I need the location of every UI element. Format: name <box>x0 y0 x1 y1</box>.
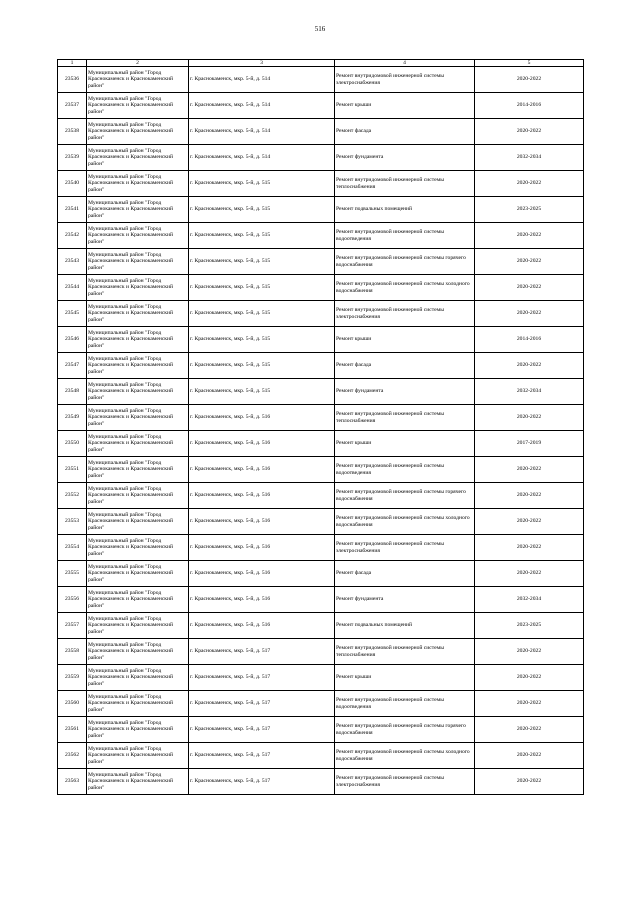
period-cell: 2020-2022 <box>475 483 584 509</box>
row-number-cell: 23555 <box>58 561 87 587</box>
address-cell: г. Краснокаменск, мкр. 5-й, д. 514 <box>189 145 335 171</box>
period-cell: 2020-2022 <box>475 509 584 535</box>
row-number-cell: 23539 <box>58 145 87 171</box>
address-cell: г. Краснокаменск, мкр. 5-й, д. 516 <box>189 457 335 483</box>
header-cell-3: 3 <box>189 60 335 67</box>
address-cell: г. Краснокаменск, мкр. 5-й, д. 515 <box>189 197 335 223</box>
municipality-cell: Муниципальный район "Город Краснокаменск и Краснокаменский район" <box>87 457 189 483</box>
capital-repair-table <box>57 59 584 795</box>
work-type-cell: Ремонт внутридомовой инженерной системы холодного водоснабжения <box>335 275 475 301</box>
address-cell: г. Краснокаменск, мкр. 5-й, д. 514 <box>189 119 335 145</box>
table-row <box>58 145 584 171</box>
table-row <box>58 769 584 795</box>
period-cell: 2020-2022 <box>475 353 584 379</box>
address-cell: г. Краснокаменск, мкр. 5-й, д. 516 <box>189 587 335 613</box>
municipality-cell: Муниципальный район "Город Краснокаменск и Краснокаменский район" <box>87 717 189 743</box>
table-row <box>58 613 584 639</box>
table-row <box>58 275 584 301</box>
address-cell: г. Краснокаменск, мкр. 5-й, д. 515 <box>189 249 335 275</box>
work-type-cell: Ремонт внутридомовой инженерной системы холодного водоснабжения <box>335 743 475 769</box>
period-cell: 2020-2022 <box>475 717 584 743</box>
address-cell: г. Краснокаменск, мкр. 5-й, д. 516 <box>189 405 335 431</box>
table-header <box>58 60 584 67</box>
address-cell: г. Краснокаменск, мкр. 5-й, д. 516 <box>189 535 335 561</box>
table-row <box>58 379 584 405</box>
period-cell: 2020-2022 <box>475 67 584 93</box>
address-cell: г. Краснокаменск, мкр. 5-й, д. 515 <box>189 223 335 249</box>
row-number-cell: 23546 <box>58 327 87 353</box>
work-type-cell: Ремонт фундамента <box>335 379 475 405</box>
page-number: 516 <box>314 25 326 33</box>
work-type-cell: Ремонт внутридомовой инженерной системы теплоснабжения <box>335 405 475 431</box>
row-number-cell: 23558 <box>58 639 87 665</box>
work-type-cell: Ремонт внутридомовой инженерной системы горячего водоснабжения <box>335 249 475 275</box>
period-cell: 2020-2022 <box>475 457 584 483</box>
work-type-cell: Ремонт внутридомовой инженерной системы электроснабжения <box>335 67 475 93</box>
table-row <box>58 301 584 327</box>
municipality-cell: Муниципальный район "Город Краснокаменск и Краснокаменский район" <box>87 509 189 535</box>
table-row <box>58 691 584 717</box>
address-cell: г. Краснокаменск, мкр. 5-й, д. 517 <box>189 743 335 769</box>
period-cell: 2023-2025 <box>475 197 584 223</box>
work-type-cell: Ремонт фундамента <box>335 145 475 171</box>
row-number-cell: 23557 <box>58 613 87 639</box>
header-cell-1: 1 <box>58 60 87 67</box>
table-row <box>58 119 584 145</box>
municipality-cell: Муниципальный район "Город Краснокаменск и Краснокаменский район" <box>87 353 189 379</box>
row-number-cell: 23548 <box>58 379 87 405</box>
period-cell: 2032-2034 <box>475 145 584 171</box>
municipality-cell: Муниципальный район "Город Краснокаменск и Краснокаменский район" <box>87 119 189 145</box>
work-type-cell: Ремонт фасада <box>335 353 475 379</box>
municipality-cell: Муниципальный район "Город Краснокаменск и Краснокаменский район" <box>87 301 189 327</box>
period-cell: 2020-2022 <box>475 249 584 275</box>
municipality-cell: Муниципальный район "Город Краснокаменск и Краснокаменский район" <box>87 587 189 613</box>
period-cell: 2014-2016 <box>475 93 584 119</box>
address-cell: г. Краснокаменск, мкр. 5-й, д. 515 <box>189 379 335 405</box>
table-row <box>58 587 584 613</box>
period-cell: 2020-2022 <box>475 275 584 301</box>
period-cell: 2032-2034 <box>475 587 584 613</box>
row-number-cell: 23541 <box>58 197 87 223</box>
row-number-cell: 23551 <box>58 457 87 483</box>
header-cell-5: 5 <box>475 60 584 67</box>
period-cell: 2020-2022 <box>475 119 584 145</box>
work-type-cell: Ремонт крыши <box>335 327 475 353</box>
municipality-cell: Муниципальный район "Город Краснокаменск и Краснокаменский район" <box>87 197 189 223</box>
row-number-cell: 23542 <box>58 223 87 249</box>
work-type-cell: Ремонт подвальных помещений <box>335 197 475 223</box>
address-cell: г. Краснокаменск, мкр. 5-й, д. 517 <box>189 639 335 665</box>
work-type-cell: Ремонт крыши <box>335 431 475 457</box>
row-number-cell: 23536 <box>58 67 87 93</box>
period-cell: 2014-2016 <box>475 327 584 353</box>
address-cell: г. Краснокаменск, мкр. 5-й, д. 514 <box>189 93 335 119</box>
address-cell: г. Краснокаменск, мкр. 5-й, д. 517 <box>189 717 335 743</box>
row-number-cell: 23556 <box>58 587 87 613</box>
address-cell: г. Краснокаменск, мкр. 5-й, д. 515 <box>189 171 335 197</box>
work-type-cell: Ремонт внутридомовой инженерной системы электроснабжения <box>335 301 475 327</box>
row-number-cell: 23537 <box>58 93 87 119</box>
table-row <box>58 743 584 769</box>
period-cell: 2023-2025 <box>475 613 584 639</box>
table-row <box>58 353 584 379</box>
header-cell-4: 4 <box>335 60 475 67</box>
table-row <box>58 93 584 119</box>
municipality-cell: Муниципальный район "Город Краснокаменск и Краснокаменский район" <box>87 483 189 509</box>
municipality-cell: Муниципальный район "Город Краснокаменск и Краснокаменский район" <box>87 769 189 795</box>
work-type-cell: Ремонт внутридомовой инженерной системы электроснабжения <box>335 535 475 561</box>
work-type-cell: Ремонт внутридомовой инженерной системы электроснабжения <box>335 769 475 795</box>
work-type-cell: Ремонт внутридомовой инженерной системы теплоснабжения <box>335 171 475 197</box>
table-row <box>58 327 584 353</box>
municipality-cell: Муниципальный район "Город Краснокаменск и Краснокаменский район" <box>87 561 189 587</box>
table-row <box>58 509 584 535</box>
table-row <box>58 535 584 561</box>
address-cell: г. Краснокаменск, мкр. 5-й, д. 516 <box>189 509 335 535</box>
period-cell: 2020-2022 <box>475 743 584 769</box>
work-type-cell: Ремонт внутридомовой инженерной системы теплоснабжения <box>335 639 475 665</box>
row-number-cell: 23549 <box>58 405 87 431</box>
row-number-cell: 23543 <box>58 249 87 275</box>
municipality-cell: Муниципальный район "Город Краснокаменск и Краснокаменский район" <box>87 275 189 301</box>
row-number-cell: 23554 <box>58 535 87 561</box>
row-number-cell: 23559 <box>58 665 87 691</box>
municipality-cell: Муниципальный район "Город Краснокаменск и Краснокаменский район" <box>87 431 189 457</box>
table-row <box>58 717 584 743</box>
period-cell: 2020-2022 <box>475 769 584 795</box>
period-cell: 2020-2022 <box>475 301 584 327</box>
row-number-cell: 23553 <box>58 509 87 535</box>
table-body <box>58 67 584 795</box>
work-type-cell: Ремонт крыши <box>335 665 475 691</box>
table-row <box>58 431 584 457</box>
work-type-cell: Ремонт внутридомовой инженерной системы водоотведения <box>335 223 475 249</box>
work-type-cell: Ремонт внутридомовой инженерной системы водоотведения <box>335 457 475 483</box>
table-row <box>58 561 584 587</box>
municipality-cell: Муниципальный район "Город Краснокаменск и Краснокаменский район" <box>87 171 189 197</box>
address-cell: г. Краснокаменск, мкр. 5-й, д. 515 <box>189 327 335 353</box>
municipality-cell: Муниципальный район "Город Краснокаменск и Краснокаменский район" <box>87 405 189 431</box>
row-number-cell: 23545 <box>58 301 87 327</box>
work-type-cell: Ремонт внутридомовой инженерной системы водоотведения <box>335 691 475 717</box>
work-type-cell: Ремонт фасада <box>335 561 475 587</box>
period-cell: 2020-2022 <box>475 665 584 691</box>
row-number-cell: 23563 <box>58 769 87 795</box>
address-cell: г. Краснокаменск, мкр. 5-й, д. 514 <box>189 67 335 93</box>
table-row <box>58 639 584 665</box>
period-cell: 2020-2022 <box>475 691 584 717</box>
work-type-cell: Ремонт внутридомовой инженерной системы горячего водоснабжения <box>335 483 475 509</box>
row-number-cell: 23561 <box>58 717 87 743</box>
table-row <box>58 457 584 483</box>
period-cell: 2017-2019 <box>475 431 584 457</box>
address-cell: г. Краснокаменск, мкр. 5-й, д. 515 <box>189 275 335 301</box>
table-row <box>58 483 584 509</box>
address-cell: г. Краснокаменск, мкр. 5-й, д. 516 <box>189 483 335 509</box>
address-cell: г. Краснокаменск, мкр. 5-й, д. 515 <box>189 301 335 327</box>
address-cell: г. Краснокаменск, мкр. 5-й, д. 517 <box>189 665 335 691</box>
municipality-cell: Муниципальный район "Город Краснокаменск и Краснокаменский район" <box>87 67 189 93</box>
municipality-cell: Муниципальный район "Город Краснокаменск и Краснокаменский район" <box>87 249 189 275</box>
work-type-cell: Ремонт фасада <box>335 119 475 145</box>
period-cell: 2020-2022 <box>475 171 584 197</box>
row-number-cell: 23540 <box>58 171 87 197</box>
work-type-cell: Ремонт внутридомовой инженерной системы горячего водоснабжения <box>335 717 475 743</box>
table-row <box>58 171 584 197</box>
work-type-cell: Ремонт крыши <box>335 93 475 119</box>
period-cell: 2020-2022 <box>475 223 584 249</box>
work-type-cell: Ремонт подвальных помещений <box>335 613 475 639</box>
municipality-cell: Муниципальный район "Город Краснокаменск и Краснокаменский район" <box>87 691 189 717</box>
municipality-cell: Муниципальный район "Город Краснокаменск и Краснокаменский район" <box>87 145 189 171</box>
table-row <box>58 197 584 223</box>
row-number-cell: 23544 <box>58 275 87 301</box>
municipality-cell: Муниципальный район "Город Краснокаменск и Краснокаменский район" <box>87 665 189 691</box>
municipality-cell: Муниципальный район "Город Краснокаменск и Краснокаменский район" <box>87 743 189 769</box>
row-number-cell: 23560 <box>58 691 87 717</box>
row-number-cell: 23538 <box>58 119 87 145</box>
municipality-cell: Муниципальный район "Город Краснокаменск и Краснокаменский район" <box>87 93 189 119</box>
address-cell: г. Краснокаменск, мкр. 5-й, д. 516 <box>189 613 335 639</box>
header-cell-2: 2 <box>87 60 189 67</box>
table-row <box>58 223 584 249</box>
period-cell: 2020-2022 <box>475 405 584 431</box>
period-cell: 2032-2034 <box>475 379 584 405</box>
period-cell: 2020-2022 <box>475 561 584 587</box>
row-number-cell: 23552 <box>58 483 87 509</box>
address-cell: г. Краснокаменск, мкр. 5-й, д. 516 <box>189 561 335 587</box>
municipality-cell: Муниципальный район "Город Краснокаменск и Краснокаменский район" <box>87 379 189 405</box>
municipality-cell: Муниципальный район "Город Краснокаменск и Краснокаменский район" <box>87 327 189 353</box>
table-row <box>58 67 584 93</box>
municipality-cell: Муниципальный район "Город Краснокаменск и Краснокаменский район" <box>87 535 189 561</box>
period-cell: 2020-2022 <box>475 535 584 561</box>
row-number-cell: 23562 <box>58 743 87 769</box>
row-number-cell: 23550 <box>58 431 87 457</box>
municipality-cell: Муниципальный район "Город Краснокаменск и Краснокаменский район" <box>87 639 189 665</box>
address-cell: г. Краснокаменск, мкр. 5-й, д. 515 <box>189 353 335 379</box>
municipality-cell: Муниципальный район "Город Краснокаменск и Краснокаменский район" <box>87 613 189 639</box>
work-type-cell: Ремонт фундамента <box>335 587 475 613</box>
address-cell: г. Краснокаменск, мкр. 5-й, д. 517 <box>189 691 335 717</box>
period-cell: 2020-2022 <box>475 639 584 665</box>
address-cell: г. Краснокаменск, мкр. 5-й, д. 517 <box>189 769 335 795</box>
table-row <box>58 405 584 431</box>
municipality-cell: Муниципальный район "Город Краснокаменск и Краснокаменский район" <box>87 223 189 249</box>
header-row <box>58 60 584 67</box>
table-row <box>58 665 584 691</box>
table-row <box>58 249 584 275</box>
row-number-cell: 23547 <box>58 353 87 379</box>
work-type-cell: Ремонт внутридомовой инженерной системы холодного водоснабжения <box>335 509 475 535</box>
address-cell: г. Краснокаменск, мкр. 5-й, д. 516 <box>189 431 335 457</box>
